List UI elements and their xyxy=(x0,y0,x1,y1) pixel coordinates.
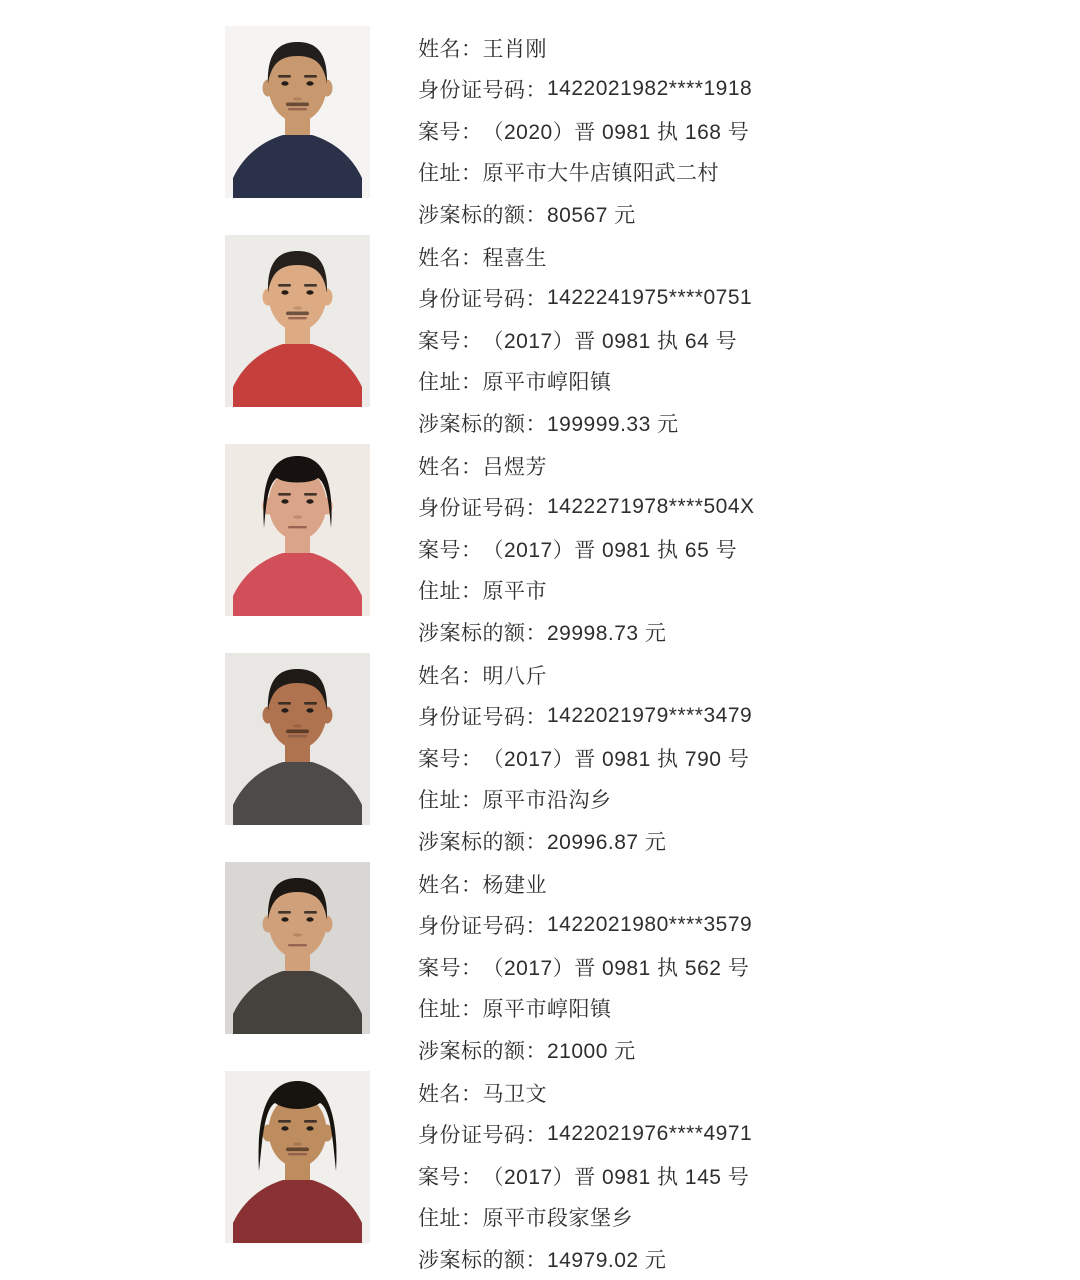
portrait-photo-graphic xyxy=(225,1071,370,1243)
name-label: 姓名： xyxy=(418,246,483,270)
amount-field xyxy=(418,402,752,444)
id-number-value: 1422021982****1918 xyxy=(547,77,753,101)
portrait-photo-graphic xyxy=(225,862,370,1034)
name-value: 王肖刚 xyxy=(482,37,547,61)
case-number-field xyxy=(418,528,755,570)
amount-label: 涉案标的额： xyxy=(418,1248,547,1272)
amount-field xyxy=(418,820,752,862)
portrait-photo-graphic xyxy=(225,235,370,407)
case-number-label: 案号： xyxy=(418,538,483,562)
address-value: 原平市 xyxy=(482,580,547,604)
person-record xyxy=(0,26,1080,235)
person-info xyxy=(418,444,755,653)
id-number-label: 身份证号码： xyxy=(418,915,547,939)
amount-field xyxy=(418,1238,752,1280)
id-number-field xyxy=(418,69,752,111)
case-number-value: （2017）晋 0981 执 145 号 xyxy=(482,1165,750,1189)
name-field xyxy=(418,1072,752,1114)
name-field xyxy=(418,654,752,696)
address-field xyxy=(418,570,755,612)
name-label: 姓名： xyxy=(418,664,483,688)
name-field xyxy=(418,445,755,487)
id-number-label: 身份证号码： xyxy=(418,288,547,312)
person-photo xyxy=(225,444,370,616)
amount-field xyxy=(418,1029,752,1071)
name-value: 吕煜芳 xyxy=(482,455,547,479)
case-number-value: （2017）晋 0981 执 65 号 xyxy=(482,538,738,562)
case-number-label: 案号： xyxy=(418,956,483,980)
name-field xyxy=(418,236,752,278)
id-number-field xyxy=(418,1114,752,1156)
case-number-label: 案号： xyxy=(418,120,483,144)
case-number-label: 案号： xyxy=(418,747,483,771)
id-number-field xyxy=(418,696,752,738)
amount-value: 80567 元 xyxy=(547,203,636,227)
address-label: 住址： xyxy=(418,162,483,186)
amount-label: 涉案标的额： xyxy=(418,412,547,436)
amount-field xyxy=(418,611,755,653)
person-photo xyxy=(225,235,370,407)
amount-label: 涉案标的额： xyxy=(418,1039,547,1063)
name-value: 杨建业 xyxy=(482,873,547,897)
id-number-label: 身份证号码： xyxy=(418,497,547,521)
case-number-value: （2017）晋 0981 执 64 号 xyxy=(482,329,738,353)
person-record xyxy=(0,444,1080,653)
case-number-value: （2017）晋 0981 执 790 号 xyxy=(482,747,750,771)
id-number-label: 身份证号码： xyxy=(418,1124,547,1148)
person-record xyxy=(0,653,1080,862)
amount-label: 涉案标的额： xyxy=(418,830,547,854)
person-photo xyxy=(225,653,370,825)
id-number-value: 1422241975****0751 xyxy=(547,286,753,310)
person-info xyxy=(418,862,752,1071)
address-value: 原平市崞阳镇 xyxy=(482,998,612,1022)
person-info xyxy=(418,26,752,235)
name-label: 姓名： xyxy=(418,455,483,479)
id-number-field xyxy=(418,278,752,320)
name-value: 明八斤 xyxy=(482,664,547,688)
portrait-photo-graphic xyxy=(225,26,370,198)
name-label: 姓名： xyxy=(418,873,483,897)
amount-value: 21000 元 xyxy=(547,1039,636,1063)
case-number-field xyxy=(418,946,752,988)
amount-value: 20996.87 元 xyxy=(547,830,667,854)
person-record xyxy=(0,235,1080,444)
person-record xyxy=(0,862,1080,1071)
id-number-label: 身份证号码： xyxy=(418,79,547,103)
id-number-value: 1422021980****3579 xyxy=(547,913,753,937)
name-field xyxy=(418,863,752,905)
amount-label: 涉案标的额： xyxy=(418,203,547,227)
id-number-value: 1422271978****504X xyxy=(547,495,755,519)
portrait-photo-graphic xyxy=(225,444,370,616)
id-number-value: 1422021976****4971 xyxy=(547,1122,753,1146)
person-record xyxy=(0,1071,1080,1280)
address-label: 住址： xyxy=(418,371,483,395)
person-photo xyxy=(225,1071,370,1243)
name-value: 程喜生 xyxy=(482,246,547,270)
case-number-value: （2020）晋 0981 执 168 号 xyxy=(482,120,750,144)
address-value: 原平市沿沟乡 xyxy=(482,789,612,813)
address-value: 原平市段家堡乡 xyxy=(482,1207,633,1231)
id-number-field xyxy=(418,487,755,529)
amount-value: 29998.73 元 xyxy=(547,621,667,645)
id-number-value: 1422021979****3479 xyxy=(547,704,753,728)
amount-value: 199999.33 元 xyxy=(547,412,679,436)
address-label: 住址： xyxy=(418,998,483,1022)
person-info xyxy=(418,653,752,862)
case-number-label: 案号： xyxy=(418,1165,483,1189)
case-number-field xyxy=(418,1155,752,1197)
case-number-field xyxy=(418,737,752,779)
amount-field xyxy=(418,193,752,235)
person-info xyxy=(418,235,752,444)
address-field xyxy=(418,1197,752,1239)
address-field xyxy=(418,152,752,194)
address-label: 住址： xyxy=(418,1207,483,1231)
name-value: 马卫文 xyxy=(482,1082,547,1106)
id-number-field xyxy=(418,905,752,947)
amount-label: 涉案标的额： xyxy=(418,621,547,645)
name-label: 姓名： xyxy=(418,1082,483,1106)
person-photo xyxy=(225,862,370,1034)
case-number-label: 案号： xyxy=(418,329,483,353)
case-number-field xyxy=(418,319,752,361)
address-field xyxy=(418,779,752,821)
case-number-field xyxy=(418,110,752,152)
person-info xyxy=(418,1071,752,1280)
address-label: 住址： xyxy=(418,789,483,813)
person-photo xyxy=(225,26,370,198)
address-field xyxy=(418,361,752,403)
id-number-label: 身份证号码： xyxy=(418,706,547,730)
amount-value: 14979.02 元 xyxy=(547,1248,667,1272)
address-field xyxy=(418,988,752,1030)
address-value: 原平市大牛店镇阳武二村 xyxy=(482,162,719,186)
portrait-photo-graphic xyxy=(225,653,370,825)
case-number-value: （2017）晋 0981 执 562 号 xyxy=(482,956,750,980)
name-field xyxy=(418,27,752,69)
address-value: 原平市崞阳镇 xyxy=(482,371,612,395)
address-label: 住址： xyxy=(418,580,483,604)
name-label: 姓名： xyxy=(418,37,483,61)
